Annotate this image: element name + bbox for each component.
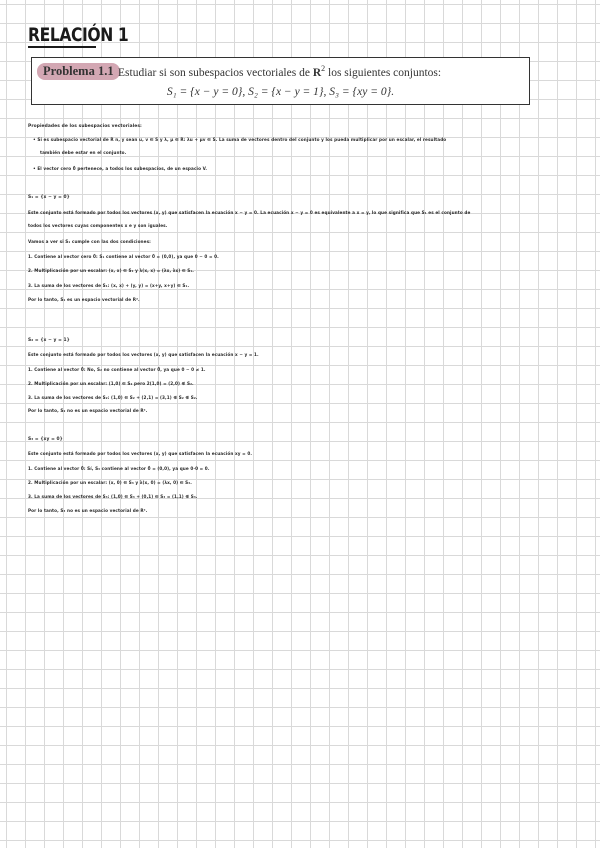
- s3-line: 2. Multiplicación por un escalar: (x, 0) ∈ S₃ y λ(x, 0) = (λx, 0) ∈ S₃.: [28, 480, 192, 485]
- statement-before: Estudiar si son subespacios vectoriales de: [118, 66, 313, 79]
- statement-after: los siguientes conjuntos:: [325, 66, 442, 79]
- property-line: • Si es subespacio vectorial de R n, y sean u, v ∈ S y λ, μ ∈ R: λu + μv ∈ S. La suma de vectores dentro del conjunto y los pueda multiplicar por un escalar, el resultado: [33, 137, 447, 142]
- property-line: • El vector cero 0⃗ pertenece, a todos los subespacios, de un espacio V.: [33, 166, 208, 171]
- s1-line: todos los vectores cuyas componentes x e y son iguales.: [28, 223, 168, 228]
- statement-space: R: [312, 66, 322, 79]
- statement-exponent: 2: [321, 64, 326, 73]
- problem-sets: S₁ = {x − y = 0}, S₂ = {x − y = 1}, S₃ = {xy = 0}.: [166, 86, 395, 98]
- s1-line: 2. Multiplicación por un escalar: (x, x) ∈ S₁ y λ(x, x) = (λx, λx) ∈ S₁.: [28, 268, 194, 273]
- s2-heading: S₂ = {x − y = 1}: [28, 338, 70, 343]
- s3-heading: S₃ = {xy = 0}: [28, 437, 63, 442]
- s2-line: 1. Contiene al vector 0⃗: No, S₂ no contiene al vector 0⃗, ya que 0 − 0 ≠ 1.: [28, 367, 206, 372]
- s1-heading: S₁ = {x − y = 0}: [28, 195, 70, 200]
- s2-line: 3. La suma de los vectores de S₂: (1,0) ∈ S₂ + (2,1) = (3,1) ∉ S₂ ∉ S₂.: [28, 395, 198, 400]
- title-underline: [28, 46, 96, 48]
- page-title: RELACIÓN 1: [28, 24, 129, 46]
- s1-line: Vamos a ver si S₁ cumple con las dos condiciones:: [28, 239, 151, 244]
- s2-line: Por lo tanto, S₂ no es un espacio vectorial de R².: [28, 408, 148, 413]
- s2-line: Este conjunto está formado por todos los vectores (x, y) que satisfacen la ecuación x − y = 1.: [28, 352, 259, 357]
- problem-box: [31, 57, 530, 105]
- s1-line: 3. La suma de los vectores de S₁: (x, x) + (y, y) = (x+y, x+y) ∈ S₁.: [28, 283, 190, 288]
- s1-line: 1. Contiene al vector cero 0⃗: S₁ contiene al vector 0⃗ = (0,0), ya que 0 − 0 = 0.: [28, 254, 219, 259]
- problem-statement: [118, 64, 441, 79]
- properties-heading: Propiedades de los subespacios vectoriales:: [28, 124, 142, 129]
- s3-line: Por lo tanto, S₃ no es un espacio vectorial de R².: [28, 508, 148, 513]
- property-line: también debe estar en el conjunto.: [40, 150, 127, 155]
- s1-line: Por lo tanto, S₁ es un espacio vectorial de R².: [28, 297, 140, 302]
- s3-line: 3. La suma de los vectores de S₃: (1,0) ∈ S₃ + (0,1) ∈ S₃ = (1,1) ∉ S₃.: [28, 494, 198, 499]
- s3-line: 1. Contiene al vector 0⃗: Sí, S₃ contiene al vector 0⃗ = (0,0), ya que 0·0 = 0.: [28, 466, 210, 471]
- s1-line: Este conjunto está formado por todos los vectores (x, y) que satisfacen la ecuación x − y = 0. La ecuación x − y = 0 es equivalente a x = y, lo que significa que S₁ es el conjunto de: [28, 210, 471, 215]
- problem-label: Problema 1.1: [37, 63, 120, 80]
- s3-line: Este conjunto está formado por todos los vectores (x, y) que satisfacen la ecuación xy = 0.: [28, 451, 253, 456]
- s2-line: 2. Multiplicación por un escalar: (1,0) ∈ S₂ pero 2(1,0) = (2,0) ∉ S₂.: [28, 381, 194, 386]
